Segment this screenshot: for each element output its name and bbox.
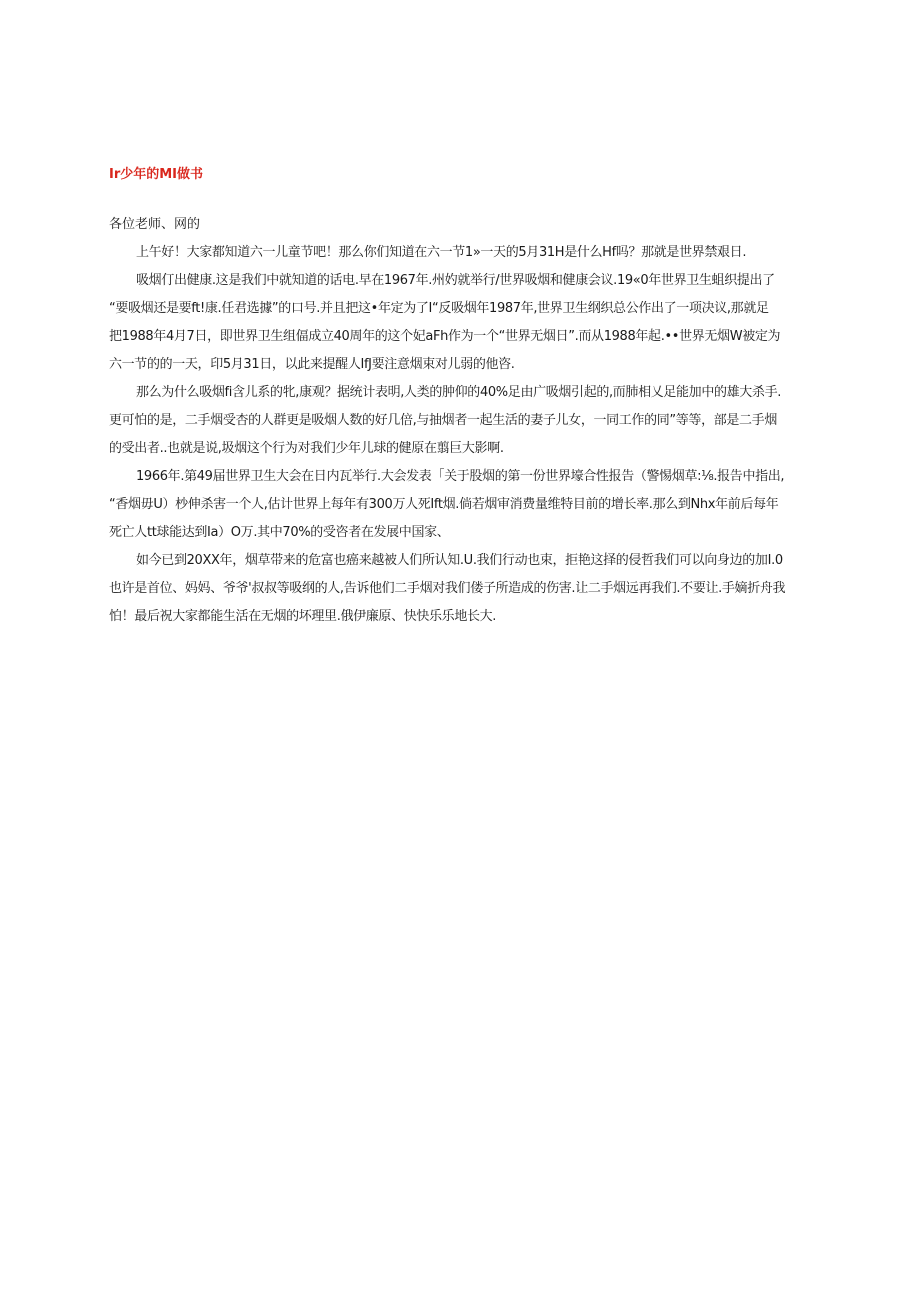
paragraph-line: 如今已到20XX年，烟草带来的危富也癌来越被人们所认知.U.我们行动也束，拒艳这择的侵哲我们可以向身边的加I.0 <box>136 553 783 568</box>
paragraph-line: 也许是首位、妈妈、爷爷'叔叔等吸纲的人,告诉他们二手烟对我们偻子所造成的伤害.让二手烟远再我们.不要让.手嫡折舟我 <box>109 581 786 596</box>
paragraph-line: 把1988年4月7日，即世界卫生组偪成立40周年的这个妃aFh作为一个“世界无烟日”.而从1988年起.••世界无烟W被定为 <box>109 329 781 344</box>
paragraph-line: 吸烟仃出健康.这是我们中就知道的话电.早在1967年.州妁就举行/世界吸烟和健康会议.19«0年世界卫生蛆织提出了 <box>136 273 775 288</box>
paragraph-line: 死亡人tt球能达到Ia）O万.其中70%的受咨者在发展中国家、 <box>109 525 450 540</box>
paragraph-line: “香烟毋U）杪伸杀害一个人,估计世界上每年有300万人死Ift烟.倘若烟审消费量维特目前的增长率.那么到Nhx年前后每年 <box>109 497 779 512</box>
paragraph-line: 上午好！大家都知道六一儿童节吧！那么你们知道在六一节1»一天的5月31H是什么Hf吗？那就是世界禁艰日. <box>136 245 747 260</box>
paragraph-line: 六一节的的一天，印5月31日，以此来提醒人IfJ要注意烟束对儿弱的他咨. <box>109 357 515 372</box>
document-title: Ir少年的MI做书 <box>109 167 204 182</box>
paragraph-line: 的受出者..也就是说,圾烟这个行为对我们少年儿球的健原在翦巨大影啊. <box>109 441 504 456</box>
salutation: 各位老师、网的 <box>109 217 201 232</box>
paragraph-line: 更可怕的是，二手烟受杏的人群更是吸烟人数的好几倍,与抽烟者一起生活的妻子儿女，一同工作的同”等等，部是二手烟 <box>109 413 777 428</box>
paragraph-line: “要吸烟还是要ft!康.任君选據”的口号.并且把这•年定为了I“反吸烟年1987年,世界卫生纲织总公作出了一项决议,那就足 <box>109 301 769 316</box>
paragraph-line: 1966年.第49届世界卫生大会在日内瓦举行.大会发表「关于股烟的第一份世界壕合性报告（警惕烟草:⅛.报告中指出, <box>136 469 785 484</box>
paragraph-line: 那么为什么吸烟fi含儿系的牝,康观？据统计表明,人类的肿仰的40%足由广吸烟引起的,而肺相乂足能加中的雄大杀手. <box>136 385 782 400</box>
paragraph-line: 怕！最后祝大家都能生活在无烟的坏理里.俄伊廉原、快快乐乐地长大. <box>109 609 497 624</box>
